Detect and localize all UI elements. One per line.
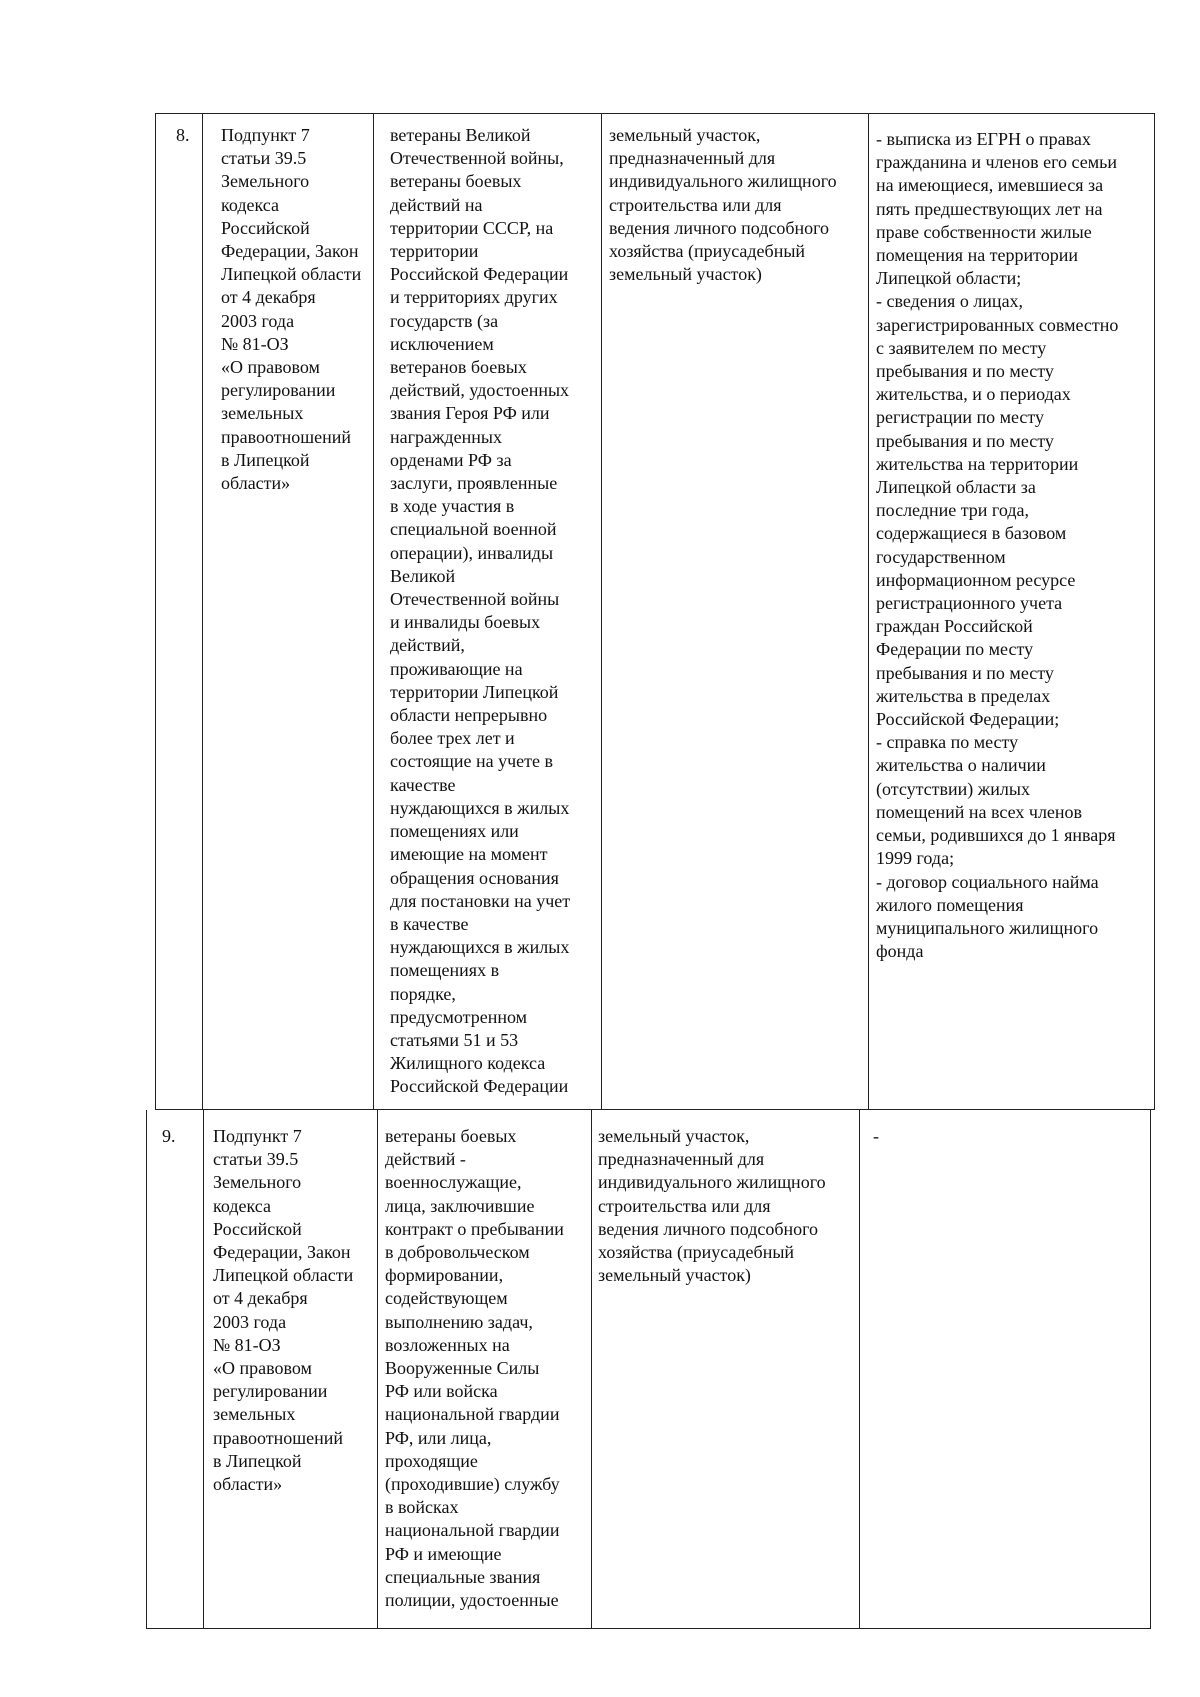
required-documents-cell: -: [873, 1126, 879, 1146]
column-divider: [373, 114, 374, 1109]
row-number: 9.: [162, 1126, 176, 1146]
column-divider: [377, 1110, 378, 1628]
column-divider: [859, 1110, 860, 1628]
column-divider: [591, 1110, 592, 1628]
recipient-category-cell: ветераны Великой Отечественной войны, ветераны боевых действий на территории СССР, на территории Российской Федерации и территориях других государств (за исключением ветеранов боевых действий, удостоенных звания Героя РФ или награжденных орденами РФ за заслуги, проявленные в ходе участия в специальной военной операции), инвалиды Великой Отечественной войны и инвалиды боевых действий, проживающие на территории Липецкой области непрерывно более трех лет и состоящие на учете в качестве нуждающихся в жилых помещениях или имеющие на момент обращения основания для постановки на учет в качестве нуждающихся в жилых помещениях в порядке, предусмотренном статьями 51 и 53 Жилищного кодекса Российской Федерации: [390, 125, 571, 1097]
column-divider: [868, 114, 869, 1109]
land-plot-cell: земельный участок, предназначенный для индивидуального жилищного строительства или для ведения личного подсобного хозяйства (приусадебный земельный участок): [609, 125, 837, 285]
legal-basis-cell: Подпункт 7 статьи 39.5 Земельного кодекса Российской Федерации, Закон Липецкой области от 4 декабря 2003 года № 81-ОЗ «О правовом регулировании земельных правоотношений в Липецкой области»: [221, 125, 362, 494]
column-divider: [203, 1110, 204, 1628]
legal-basis-cell: Подпункт 7 статьи 39.5 Земельного кодекса Российской Федерации, Закон Липецкой области от 4 декабря 2003 года № 81-ОЗ «О правовом регулировании земельных правоотношений в Липецкой области»: [213, 1126, 354, 1495]
row-number: 8.: [176, 125, 190, 145]
recipient-category-cell: ветераны боевых действий - военнослужащие, лица, заключившие контракт о пребывании в добровольческом формировании, содействующем выполнению задач, возложенных на Вооруженные Силы РФ или войска национальной гвардии РФ, или лица, проходящие (проходившие) службу в войсках национальной гвардии РФ и имеющие специальные звания полиции, удостоенные: [385, 1126, 564, 1611]
table-row: [146, 1110, 1151, 1629]
land-plot-cell: земельный участок, предназначенный для индивидуального жилищного строительства или для ведения личного подсобного хозяйства (приусадебный земельный участок): [598, 1126, 826, 1286]
table-row: [155, 113, 1155, 1110]
required-documents-cell: - выписка из ЕГРН о правах гражданина и членов его семьи на имеющиеся, имевшиеся за пять предшествующих лет на праве собственности жилые помещения на территории Липецкой области; - сведения о лицах, зарегистрированных совместно с заявителем по месту пребывания и по месту жительства, и о периодах регистрации по месту пребывания и по месту жительства на территории Липецкой области за последние три года, содержащиеся в базовом государственном информационном ресурсе регистрационного учета граждан Российской Федерации по месту пребывания и по месту жительства в пределах Российской Федерации; - справка по месту жительства о наличии (отсутствии) жилых помещений на всех членов семьи, родившихся до 1 января 1999 года; - договор социального найма жилого помещения муниципального жилищного фонда: [876, 129, 1119, 962]
column-divider: [202, 114, 203, 1109]
